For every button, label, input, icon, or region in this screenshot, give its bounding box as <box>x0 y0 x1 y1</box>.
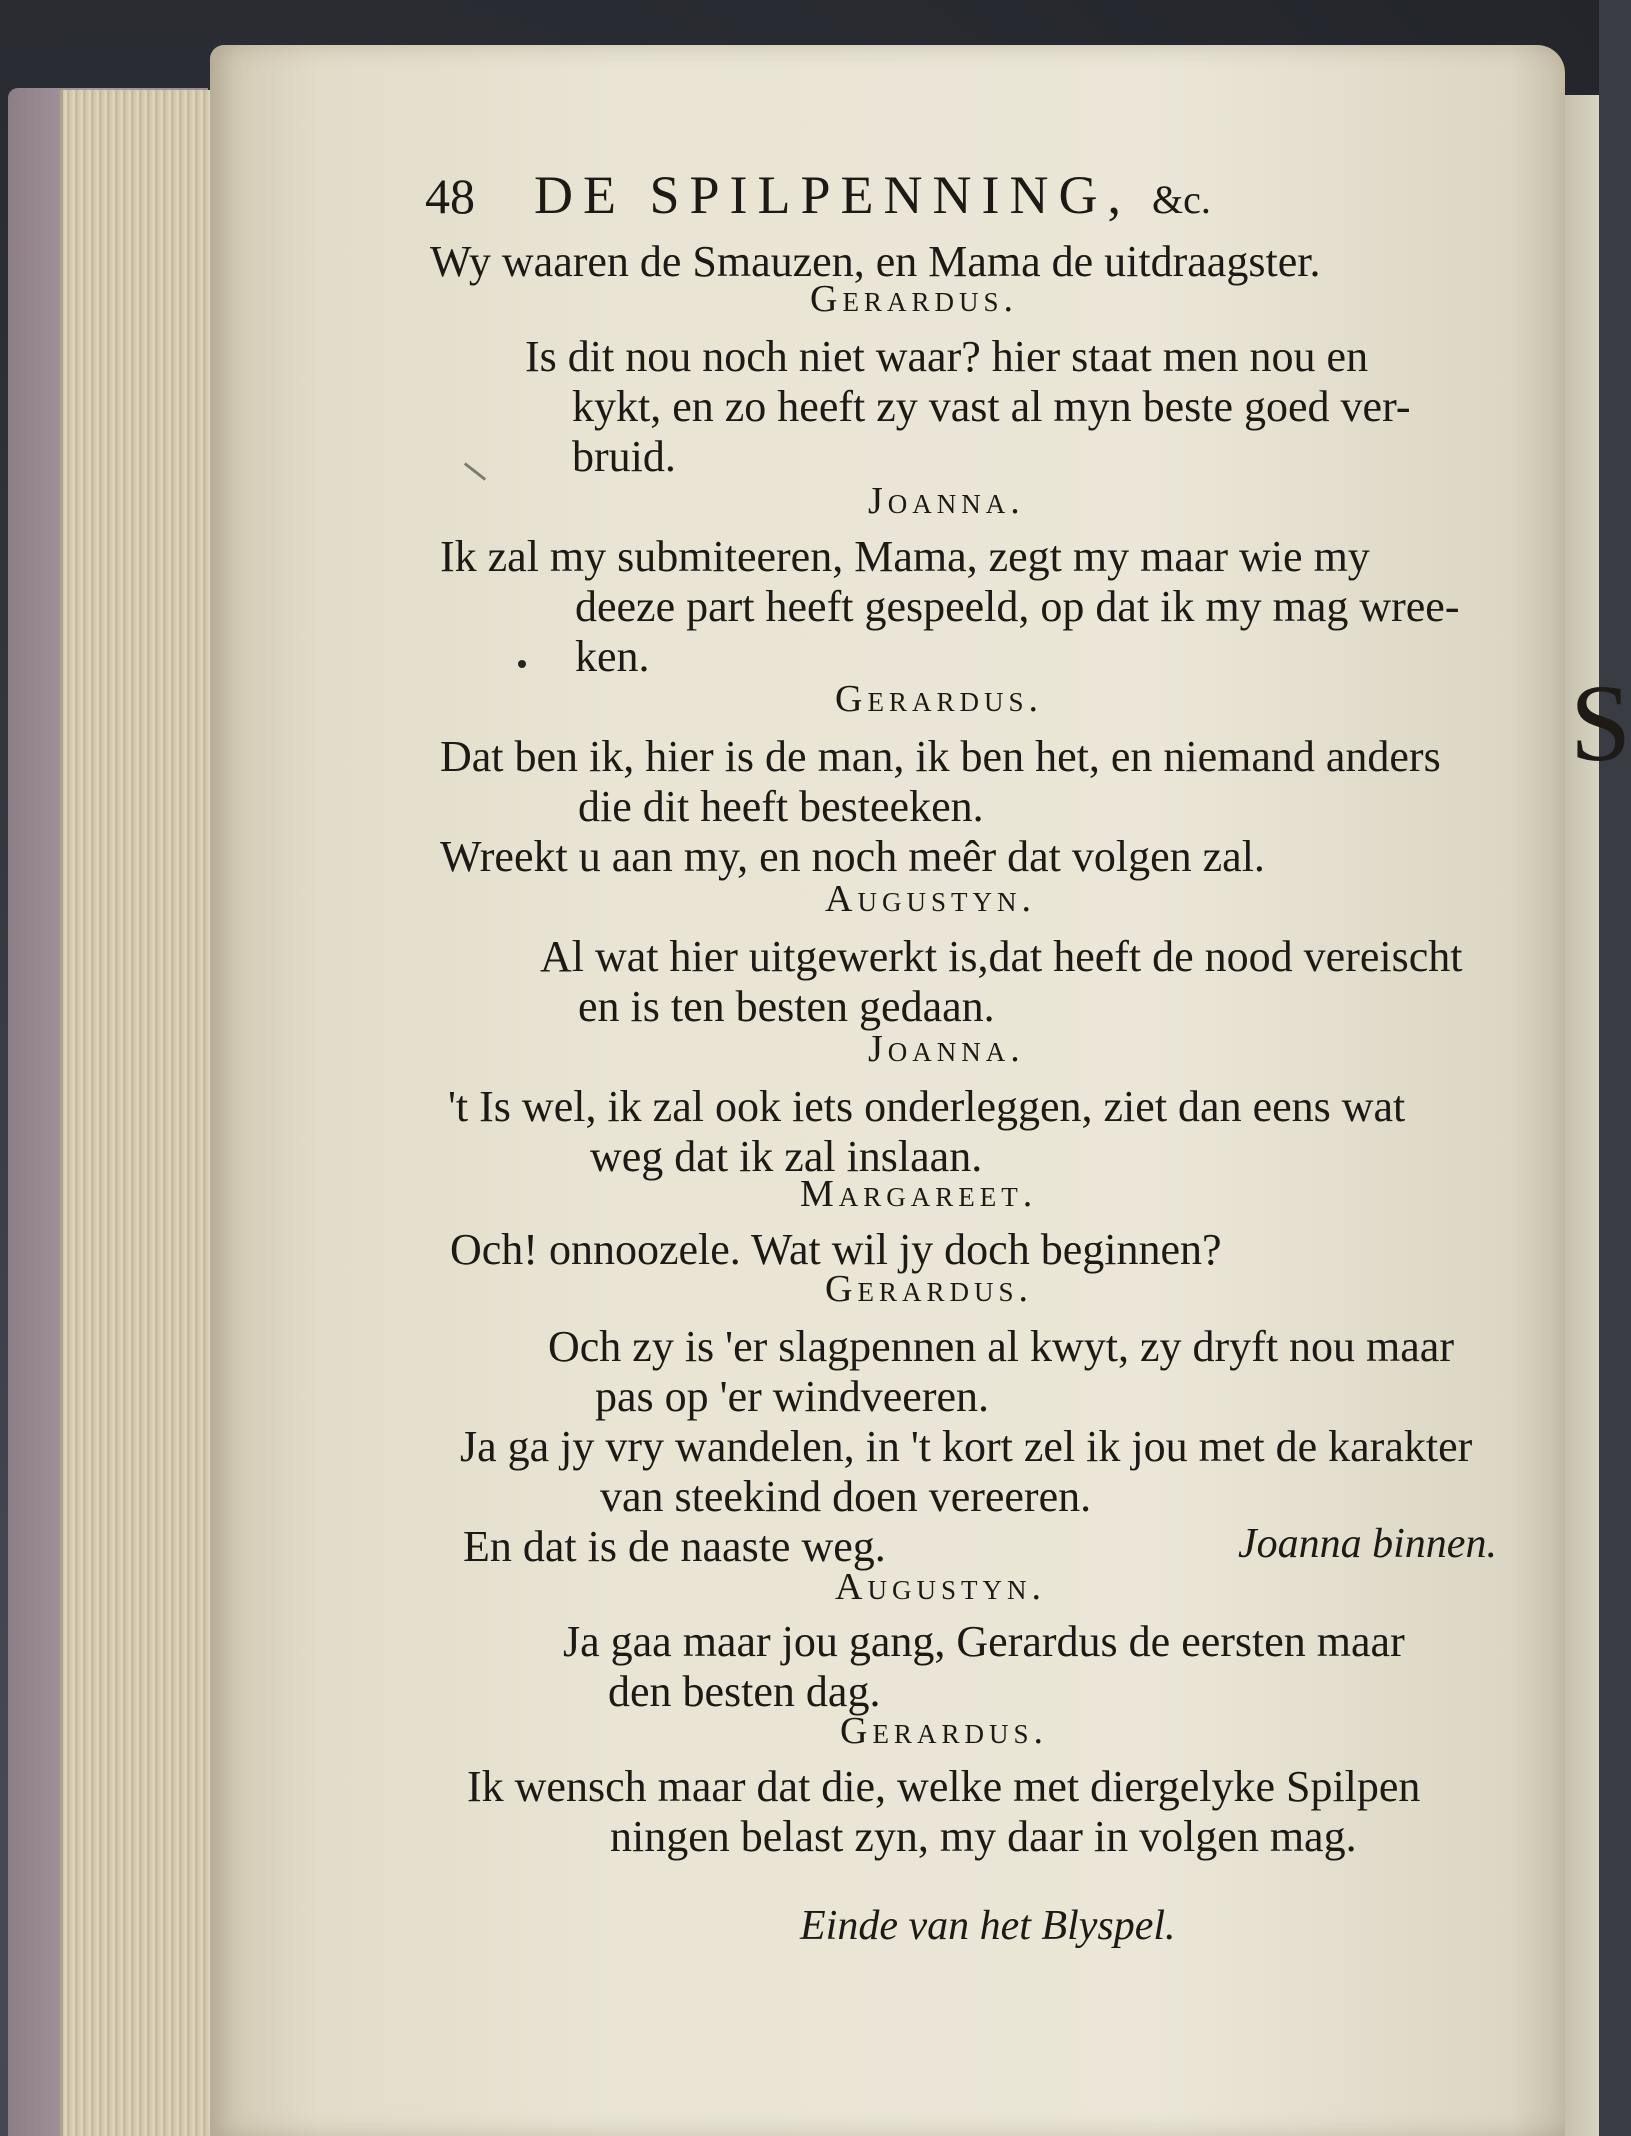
speaker-name: Gerardus. <box>825 1268 1033 1310</box>
text-line: weg dat ik zal inslaan. <box>590 1132 983 1181</box>
text-line: Dat ben ik, hier is de man, ik ben het, en niemand anders <box>440 732 1441 781</box>
text-line: pas op 'er windveeren. <box>595 1372 990 1421</box>
text-line: Och zy is 'er slagpennen al kwyt, zy dryft nou maar <box>548 1322 1454 1371</box>
text-line: den besten dag. <box>608 1667 881 1716</box>
text-line: van steekind doen vereeren. <box>600 1472 1092 1521</box>
text-line: Wreekt u aan my, en noch meêr dat volgen zal. <box>440 832 1265 881</box>
ink-mark <box>518 660 526 668</box>
text-line: Ja ga jy vry wandelen, in 't kort zel ik jou met de karakter <box>460 1422 1473 1471</box>
speaker-name: Gerardus. <box>810 278 1018 320</box>
running-header <box>425 165 1211 225</box>
text-line: ken. <box>575 632 650 681</box>
speaker-name: Augustyn. <box>835 1566 1046 1608</box>
text-line: Al wat hier uitgewerkt is,dat heeft de nood vereischt <box>540 932 1463 981</box>
text-line: deeze part heeft gespeeld, op dat ik my mag wree- <box>575 582 1460 631</box>
title-suffix: &c. <box>1152 177 1211 222</box>
page-number: 48 <box>425 168 475 224</box>
speaker-name: Joanna. <box>868 1028 1025 1070</box>
speaker-name: Augustyn. <box>825 878 1036 920</box>
text-line: Is dit nou noch niet waar? hier staat men nou en <box>525 332 1369 381</box>
text-line: Ik zal my submiteeren, Mama, zegt my maar wie my <box>440 532 1370 581</box>
speaker-name: Gerardus. <box>835 678 1043 720</box>
book-title: DE SPILPENNING, <box>534 165 1132 225</box>
text-line: ningen belast zyn, my daar in volgen mag. <box>610 1812 1357 1861</box>
text-line: Wy waaren de Smauzen, en Mama de uitdraagster. <box>430 237 1321 286</box>
facing-page-glyph: S <box>1570 662 1631 784</box>
text-line: kykt, en zo heeft zy vast al myn beste goed ver- <box>572 382 1411 431</box>
speaker-name: Margareet. <box>800 1173 1038 1215</box>
closing-line: Einde van het Blyspel. <box>800 1903 1176 1949</box>
text-line: 't Is wel, ik zal ook iets onderleggen, ziet dan eens wat <box>448 1082 1406 1131</box>
text-line: Ik wensch maar dat die, welke met diergelyke Spilpen <box>467 1762 1421 1811</box>
text-line: Och! onnoozele. Wat wil jy doch beginnen? <box>450 1225 1222 1274</box>
text-line: bruid. <box>572 432 676 481</box>
speaker-name: Gerardus. <box>840 1710 1048 1752</box>
stage-direction: Joanna binnen. <box>1238 1521 1497 1567</box>
ink-mark <box>464 462 486 480</box>
text-line: Ja gaa maar jou gang, Gerardus de eersten maar <box>563 1617 1405 1666</box>
speaker-name: Joanna. <box>868 480 1025 522</box>
text-line: En dat is de naaste weg. <box>463 1522 886 1571</box>
text-line: die dit heeft besteeken. <box>578 782 984 831</box>
text-line: en is ten besten gedaan. <box>578 982 995 1031</box>
